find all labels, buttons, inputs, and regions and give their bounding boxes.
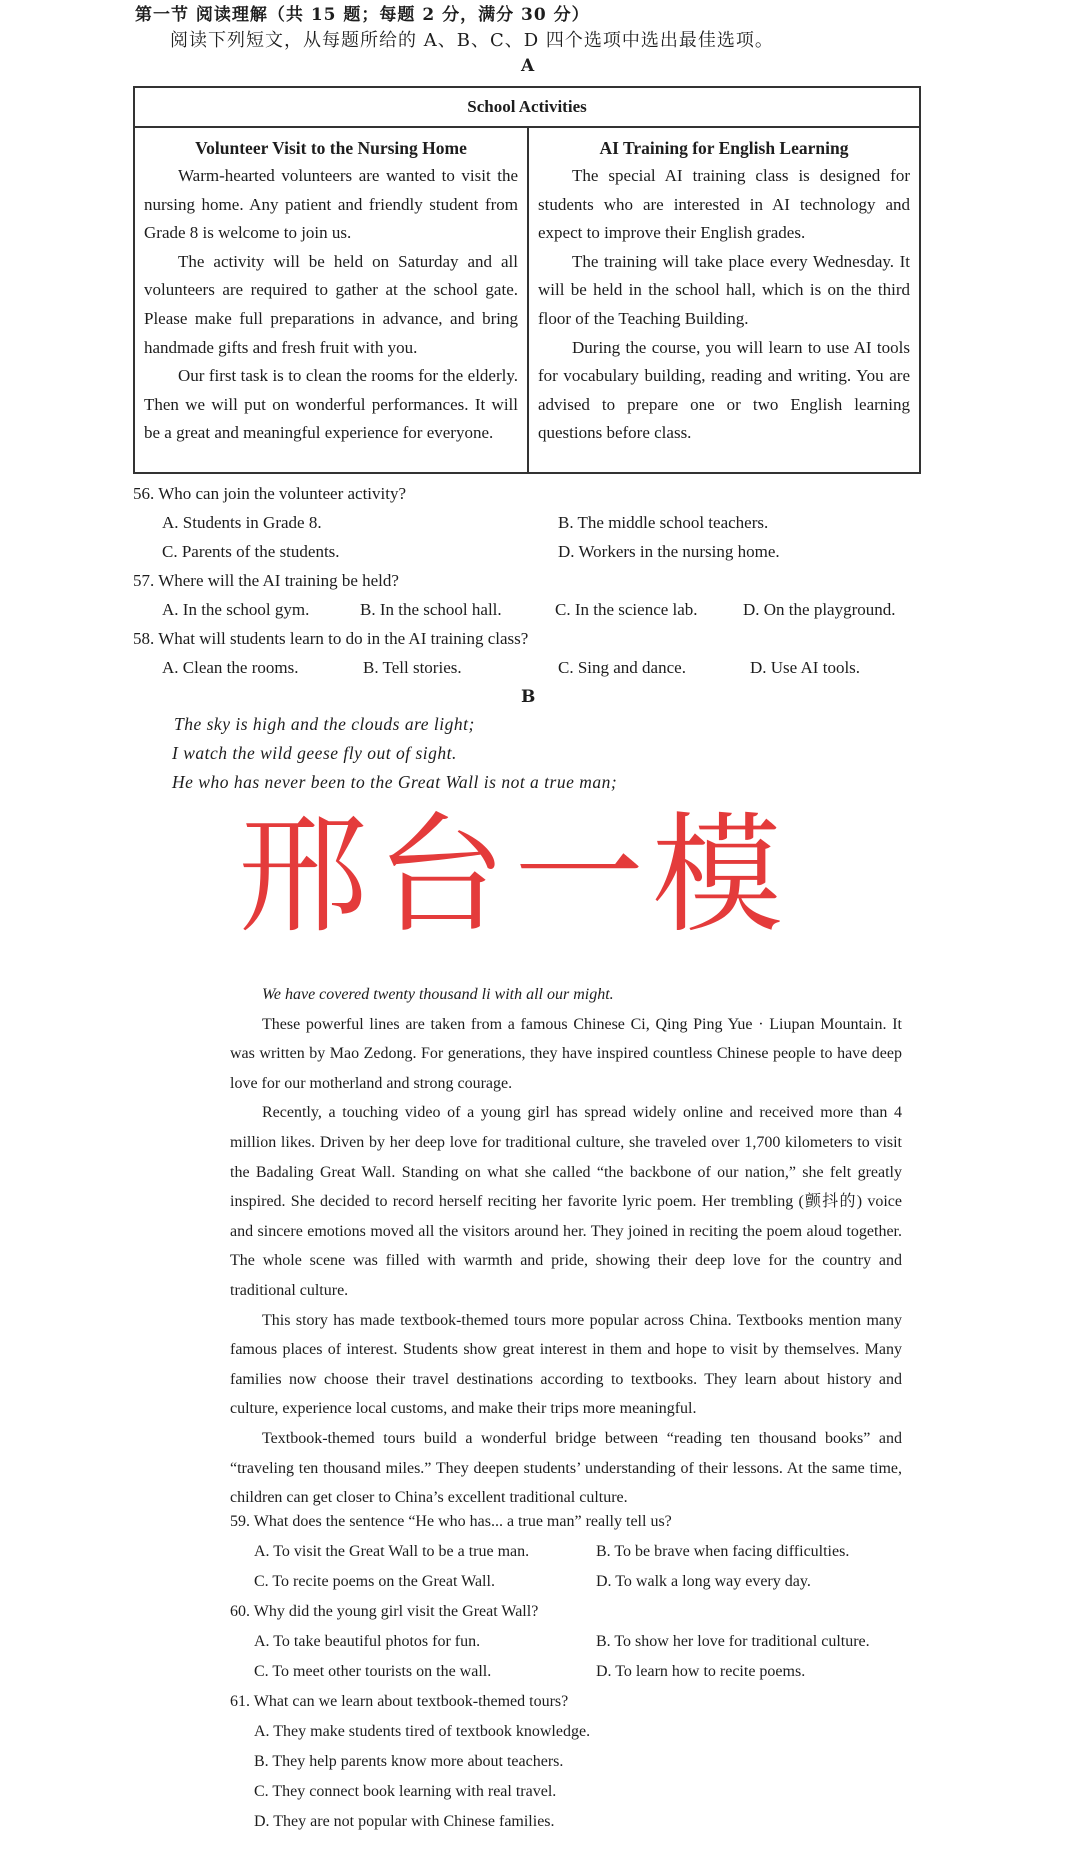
question-stem: 59. What does the sentence “He who has... a true man” really tell us? [230, 1513, 672, 1530]
school-activities-table [133, 86, 921, 474]
volunteer-heading: Volunteer Visit to the Nursing Home [195, 138, 467, 158]
ai-training-heading: AI Training for English Learning [599, 138, 849, 158]
section-header: 第一节 阅读理解（共 15 题；每题 2 分，满分 30 分） [135, 5, 590, 25]
part-a-label: A [521, 56, 535, 76]
answer-option: D. Workers in the nursing home. [558, 542, 780, 561]
answer-option: C. To meet other tourists on the wall. [254, 1663, 492, 1680]
answer-option: B. To show her love for traditional culture. [596, 1633, 870, 1650]
volunteer-column [135, 128, 527, 474]
answer-option: C. Parents of the students. [162, 542, 340, 561]
answer-option: B. The middle school teachers. [558, 513, 769, 532]
part-b-label: B [521, 687, 536, 707]
ai-training-paragraph: The training will take place every Wednesday. It will be held in the school hall, which is on the third floor of the Teaching Building. [538, 251, 910, 328]
ai-training-column [527, 128, 919, 474]
article-paragraph: These powerful lines are taken from a famous Chinese Ci, Qing Ping Yue · Liupan Mountain. It was written by Mao Zedong. For generations, they have inspired countless Chinese people to have deep love for our motherland and strong courage. [230, 1015, 902, 1092]
volunteer-paragraph: Warm-hearted volunteers are wanted to visit the nursing home. Any patient and friendly student from Grade 8 is welcome to join us. [144, 166, 518, 243]
question-stem: 57. Where will the AI training be held? [133, 571, 399, 590]
question-stem: 56. Who can join the volunteer activity? [133, 484, 407, 503]
question-stem: 58. What will students learn to do in the AI training class? [133, 629, 529, 648]
answer-option: A. Clean the rooms. [162, 658, 299, 677]
volunteer-paragraph: The activity will be held on Saturday and all volunteers are required to gather at the school gate. Please make full preparations in advance, and bring handmade gifts and fresh fruit with you. [144, 251, 518, 357]
question-stem: 61. What can we learn about textbook-themed tours? [230, 1693, 569, 1710]
answer-option: A. To visit the Great Wall to be a true man. [254, 1543, 530, 1560]
question-stem: 60. Why did the young girl visit the Great Wall? [230, 1603, 539, 1620]
answer-option: D. On the playground. [743, 600, 896, 619]
article-paragraph: This story has made textbook-themed tours more popular across China. Textbooks mention many famous places of interest. Students show great interest in them and hope to visit by themselves. Many families now choose their travel destinations according to textbooks. They learn about history and culture, experience local customs, and make their trips more meaningful. [230, 1311, 902, 1418]
answer-option: A. To take beautiful photos for fun. [254, 1633, 481, 1650]
answer-option: A. In the school gym. [162, 600, 310, 619]
ai-training-paragraph: During the course, you will learn to use AI tools for vocabulary building, reading and writing. You are advised to prepare one or two English learning questions before class. [538, 337, 910, 443]
article-paragraph: Recently, a touching video of a young girl has spread widely online and received more than 4 million likes. Driven by her deep love for traditional culture, she traveled over 1,700 kilometers to visit the Badaling Great Wall. Standing on what she called “the backbone of our nation,” she felt greatly inspired. She decided to record herself reciting her favorite lyric poem. Her trembling (颤抖的) voice and sincere emotions moved all the visitors around her. They joined in reciting the poem aloud together. The whole scene was filled with warmth and pride, showing their deep love for the country and traditional culture. [230, 1104, 902, 1299]
answer-option: C. They connect book learning with real travel. [254, 1783, 557, 1800]
watermark-text: 邢台一模 [238, 799, 791, 951]
poem-line: I watch the wild geese fly out of sight. [172, 743, 457, 763]
answer-option: B. In the school hall. [360, 600, 502, 619]
answer-option: D. Use AI tools. [750, 658, 861, 677]
answer-option: B. Tell stories. [363, 658, 462, 677]
poem-line: He who has never been to the Great Wall is not a true man; [172, 772, 618, 792]
answer-option: A. Students in Grade 8. [162, 513, 322, 532]
poem-line: The sky is high and the clouds are light; [174, 714, 475, 734]
instruction-text: 阅读下列短文，从每题所给的 A、B、C、D 四个选项中选出最佳选项。 [170, 30, 774, 51]
answer-option: D. They are not popular with Chinese families. [254, 1813, 555, 1830]
answer-option: D. To learn how to recite poems. [596, 1663, 806, 1680]
ai-training-paragraph: The special AI training class is designed for students who are interested in AI technology and expect to improve their English grades. [538, 166, 910, 243]
answer-option: D. To walk a long way every day. [596, 1573, 811, 1590]
answer-option: B. To be brave when facing difficulties. [596, 1543, 850, 1560]
answer-option: C. To recite poems on the Great Wall. [254, 1573, 495, 1590]
table-title: School Activities [135, 88, 919, 128]
answer-option: B. They help parents know more about teachers. [254, 1753, 564, 1770]
volunteer-paragraph: Our first task is to clean the rooms for the elderly. Then we will put on wonderful performances. It will be a great and meaningful experience for everyone. [144, 366, 518, 443]
answer-option: C. Sing and dance. [558, 658, 686, 677]
article-first-line: We have covered twenty thousand li with all our might. [262, 986, 614, 1003]
reading-article [230, 980, 902, 1513]
article-paragraph: Textbook-themed tours build a wonderful bridge between “reading ten thousand books” and “traveling ten thousand miles.” They deepen students’ understanding of their lessons. At the same time, children can get closer to China’s excellent traditional culture. [230, 1429, 902, 1507]
answer-option: A. They make students tired of textbook knowledge. [254, 1723, 591, 1740]
answer-option: C. In the science lab. [555, 600, 698, 619]
